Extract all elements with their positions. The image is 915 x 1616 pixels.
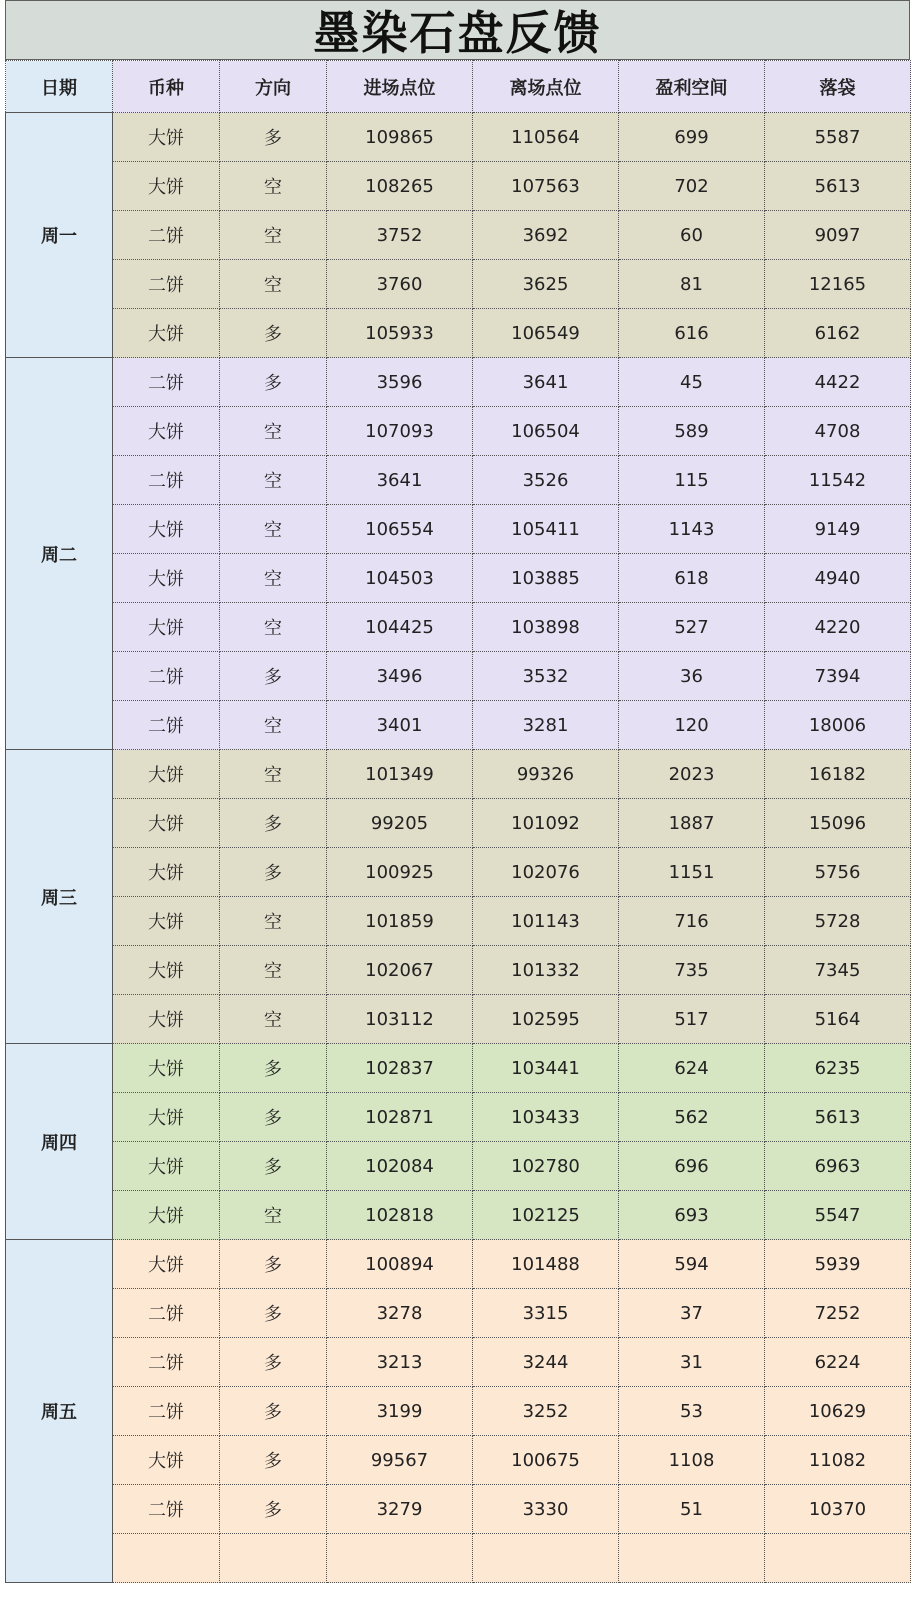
coin-cell: 大饼 [113,603,220,652]
exit-cell: 3625 [473,260,619,309]
entry-cell: 3278 [327,1289,473,1338]
coin-cell: 二饼 [113,701,220,750]
profit-cell: 624 [619,1044,765,1093]
direction-cell: 空 [220,162,327,211]
direction-cell: 空 [220,946,327,995]
header-direction: 方向 [220,61,327,113]
exit-cell: 107563 [473,162,619,211]
header-date: 日期 [6,61,113,113]
table-row [6,162,911,211]
profit-cell: 699 [619,113,765,162]
entry-cell: 101859 [327,897,473,946]
profit-cell: 702 [619,162,765,211]
table-row [6,750,911,799]
exit-cell: 103433 [473,1093,619,1142]
table-row [6,456,911,505]
header-profit-space: 盈利空间 [619,61,765,113]
entry-cell: 3213 [327,1338,473,1387]
direction-cell: 空 [220,456,327,505]
direction-cell: 多 [220,358,327,407]
coin-cell: 二饼 [113,1289,220,1338]
header-row [6,61,911,113]
direction-cell: 多 [220,799,327,848]
exit-cell: 101143 [473,897,619,946]
table-row [6,211,911,260]
entry-cell: 104425 [327,603,473,652]
realized-cell: 7394 [765,652,911,701]
table-row [6,1191,911,1240]
table-row [6,1436,911,1485]
profit-cell: 562 [619,1093,765,1142]
page-title: 墨染石盘反馈 [5,0,910,60]
realized-cell: 5939 [765,1240,911,1289]
profit-cell: 45 [619,358,765,407]
entry-cell: 102871 [327,1093,473,1142]
direction-cell [220,1534,327,1583]
realized-cell: 4940 [765,554,911,603]
exit-cell: 102125 [473,1191,619,1240]
coin-cell: 大饼 [113,505,220,554]
exit-cell: 3692 [473,211,619,260]
table-row [6,848,911,897]
coin-cell: 大饼 [113,309,220,358]
entry-cell: 106554 [327,505,473,554]
entry-cell: 107093 [327,407,473,456]
entry-cell: 102067 [327,946,473,995]
profit-cell: 527 [619,603,765,652]
direction-cell: 多 [220,309,327,358]
day-cell: 周一 [6,113,113,358]
profit-cell: 60 [619,211,765,260]
coin-cell: 大饼 [113,113,220,162]
header-entry: 进场点位 [327,61,473,113]
realized-cell: 4708 [765,407,911,456]
table-row [6,603,911,652]
entry-cell: 3641 [327,456,473,505]
coin-cell: 大饼 [113,1044,220,1093]
entry-cell: 3279 [327,1485,473,1534]
direction-cell: 多 [220,848,327,897]
table-row [6,1534,911,1583]
direction-cell: 空 [220,211,327,260]
realized-cell: 11542 [765,456,911,505]
profit-cell: 1151 [619,848,765,897]
table-body [6,61,911,1583]
exit-cell: 3281 [473,701,619,750]
entry-cell: 100894 [327,1240,473,1289]
direction-cell: 空 [220,505,327,554]
realized-cell: 5613 [765,162,911,211]
direction-cell: 空 [220,603,327,652]
realized-cell: 4422 [765,358,911,407]
exit-cell: 106549 [473,309,619,358]
direction-cell: 空 [220,897,327,946]
entry-cell: 102837 [327,1044,473,1093]
header-coin: 币种 [113,61,220,113]
realized-cell: 10370 [765,1485,911,1534]
realized-cell: 6162 [765,309,911,358]
direction-cell: 多 [220,1289,327,1338]
table-row [6,113,911,162]
coin-cell: 大饼 [113,554,220,603]
entry-cell: 104503 [327,554,473,603]
header-realized: 落袋 [765,61,911,113]
realized-cell [765,1534,911,1583]
profit-cell: 37 [619,1289,765,1338]
realized-cell: 5613 [765,1093,911,1142]
header-exit: 离场点位 [473,61,619,113]
coin-cell: 二饼 [113,1485,220,1534]
coin-cell: 二饼 [113,358,220,407]
realized-cell: 4220 [765,603,911,652]
profit-cell: 1887 [619,799,765,848]
exit-cell: 103441 [473,1044,619,1093]
exit-cell: 103885 [473,554,619,603]
profit-cell: 735 [619,946,765,995]
coin-cell: 大饼 [113,848,220,897]
exit-cell: 105411 [473,505,619,554]
entry-cell: 3760 [327,260,473,309]
table-row [6,946,911,995]
exit-cell: 110564 [473,113,619,162]
coin-cell: 大饼 [113,1436,220,1485]
table-row [6,1338,911,1387]
profit-cell [619,1534,765,1583]
profit-cell: 120 [619,701,765,750]
coin-cell: 大饼 [113,799,220,848]
exit-cell: 3532 [473,652,619,701]
exit-cell [473,1534,619,1583]
direction-cell: 空 [220,260,327,309]
spreadsheet [5,0,910,1583]
profit-cell: 616 [619,309,765,358]
realized-cell: 5728 [765,897,911,946]
entry-cell: 99567 [327,1436,473,1485]
realized-cell: 5164 [765,995,911,1044]
table-row [6,309,911,358]
realized-cell: 7252 [765,1289,911,1338]
table-row [6,1289,911,1338]
profit-cell: 693 [619,1191,765,1240]
direction-cell: 空 [220,1191,327,1240]
coin-cell: 大饼 [113,1093,220,1142]
table-row [6,799,911,848]
direction-cell: 多 [220,1142,327,1191]
entry-cell: 109865 [327,113,473,162]
entry-cell: 105933 [327,309,473,358]
direction-cell: 多 [220,113,327,162]
coin-cell: 大饼 [113,897,220,946]
exit-cell: 3244 [473,1338,619,1387]
exit-cell: 102076 [473,848,619,897]
table-row [6,1240,911,1289]
profit-cell: 618 [619,554,765,603]
exit-cell: 102780 [473,1142,619,1191]
direction-cell: 多 [220,1436,327,1485]
coin-cell: 二饼 [113,652,220,701]
exit-cell: 3315 [473,1289,619,1338]
exit-cell: 101092 [473,799,619,848]
exit-cell: 101332 [473,946,619,995]
coin-cell: 大饼 [113,162,220,211]
entry-cell [327,1534,473,1583]
entry-cell: 3752 [327,211,473,260]
table-row [6,358,911,407]
realized-cell: 5547 [765,1191,911,1240]
direction-cell: 空 [220,995,327,1044]
coin-cell: 二饼 [113,1338,220,1387]
table-row [6,554,911,603]
realized-cell: 10629 [765,1387,911,1436]
day-cell: 周三 [6,750,113,1044]
table-row [6,995,911,1044]
exit-cell: 103898 [473,603,619,652]
coin-cell: 大饼 [113,1240,220,1289]
entry-cell: 99205 [327,799,473,848]
entry-cell: 103112 [327,995,473,1044]
realized-cell: 6235 [765,1044,911,1093]
direction-cell: 多 [220,1044,327,1093]
realized-cell: 6963 [765,1142,911,1191]
coin-cell: 大饼 [113,407,220,456]
profit-cell: 115 [619,456,765,505]
realized-cell: 12165 [765,260,911,309]
exit-cell: 100675 [473,1436,619,1485]
table-row [6,1093,911,1142]
profit-cell: 589 [619,407,765,456]
realized-cell: 9149 [765,505,911,554]
coin-cell: 二饼 [113,456,220,505]
coin-cell: 大饼 [113,750,220,799]
direction-cell: 空 [220,407,327,456]
direction-cell: 多 [220,1387,327,1436]
profit-cell: 2023 [619,750,765,799]
day-cell: 周四 [6,1044,113,1240]
exit-cell: 3252 [473,1387,619,1436]
coin-cell: 二饼 [113,211,220,260]
direction-cell: 多 [220,652,327,701]
table-row [6,407,911,456]
exit-cell: 106504 [473,407,619,456]
realized-cell: 11082 [765,1436,911,1485]
coin-cell: 二饼 [113,260,220,309]
entry-cell: 108265 [327,162,473,211]
exit-cell: 102595 [473,995,619,1044]
table-row [6,260,911,309]
trade-table [5,60,911,1583]
table-row [6,505,911,554]
realized-cell: 18006 [765,701,911,750]
profit-cell: 36 [619,652,765,701]
table-row [6,701,911,750]
entry-cell: 101349 [327,750,473,799]
profit-cell: 1108 [619,1436,765,1485]
profit-cell: 53 [619,1387,765,1436]
exit-cell: 3330 [473,1485,619,1534]
coin-cell [113,1534,220,1583]
coin-cell: 大饼 [113,1142,220,1191]
exit-cell: 3641 [473,358,619,407]
direction-cell: 多 [220,1093,327,1142]
exit-cell: 3526 [473,456,619,505]
realized-cell: 5587 [765,113,911,162]
coin-cell: 大饼 [113,946,220,995]
profit-cell: 594 [619,1240,765,1289]
direction-cell: 多 [220,1240,327,1289]
table-row [6,1485,911,1534]
coin-cell: 大饼 [113,1191,220,1240]
profit-cell: 51 [619,1485,765,1534]
direction-cell: 空 [220,701,327,750]
entry-cell: 3199 [327,1387,473,1436]
realized-cell: 6224 [765,1338,911,1387]
profit-cell: 81 [619,260,765,309]
table-row [6,652,911,701]
entry-cell: 3596 [327,358,473,407]
direction-cell: 空 [220,554,327,603]
table-row [6,1142,911,1191]
entry-cell: 102818 [327,1191,473,1240]
entry-cell: 100925 [327,848,473,897]
direction-cell: 多 [220,1338,327,1387]
realized-cell: 16182 [765,750,911,799]
entry-cell: 3496 [327,652,473,701]
profit-cell: 31 [619,1338,765,1387]
realized-cell: 15096 [765,799,911,848]
coin-cell: 二饼 [113,1387,220,1436]
exit-cell: 99326 [473,750,619,799]
profit-cell: 696 [619,1142,765,1191]
coin-cell: 大饼 [113,995,220,1044]
entry-cell: 102084 [327,1142,473,1191]
profit-cell: 517 [619,995,765,1044]
realized-cell: 5756 [765,848,911,897]
table-row [6,1044,911,1093]
day-cell: 周二 [6,358,113,750]
realized-cell: 7345 [765,946,911,995]
entry-cell: 3401 [327,701,473,750]
day-cell: 周五 [6,1240,113,1583]
direction-cell: 空 [220,750,327,799]
realized-cell: 9097 [765,211,911,260]
table-row [6,1387,911,1436]
profit-cell: 716 [619,897,765,946]
profit-cell: 1143 [619,505,765,554]
exit-cell: 101488 [473,1240,619,1289]
table-row [6,897,911,946]
direction-cell: 多 [220,1485,327,1534]
